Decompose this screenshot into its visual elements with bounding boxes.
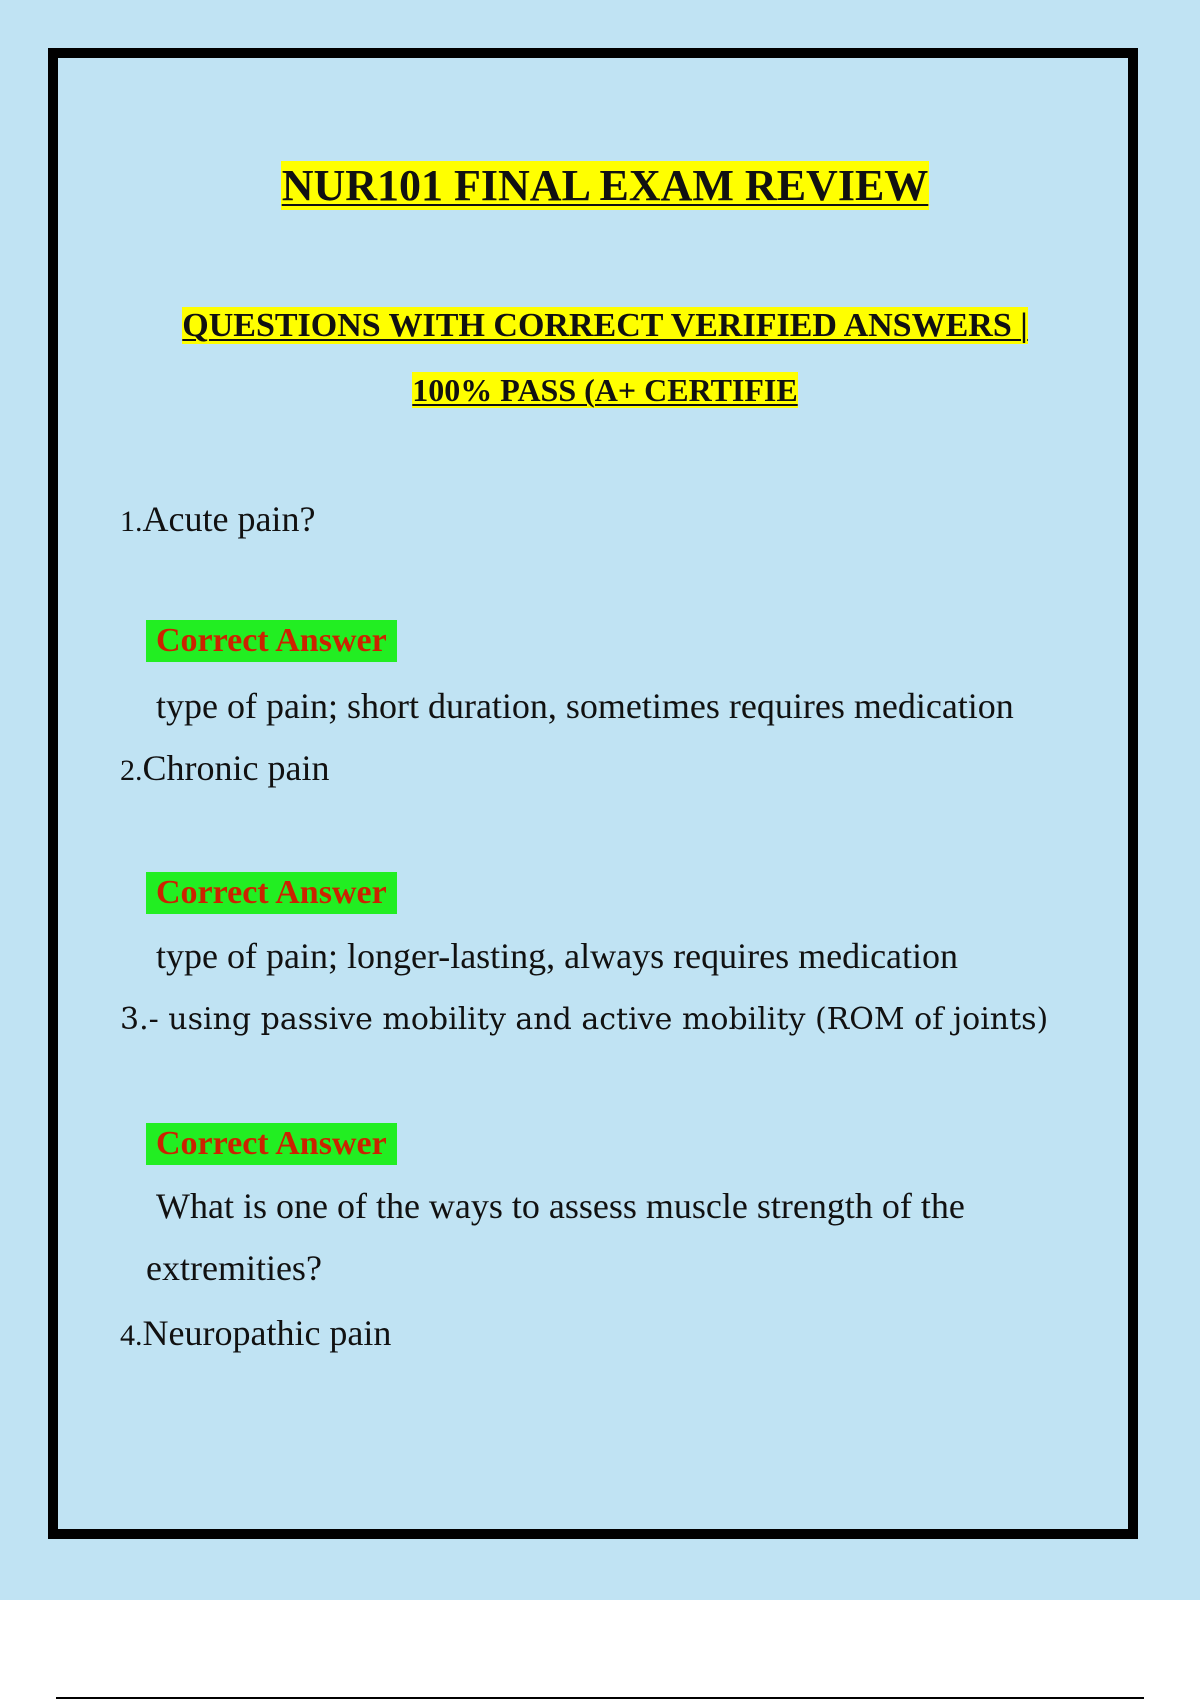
document-subtitle-line2 [0,370,1200,410]
answer-3: What is one of the ways to assess muscle strength of the extremities? [146,1186,965,1288]
document-title-text: NUR101 FINAL EXAM REVIEW [281,161,929,210]
answer-2: type of pain; longer-lasting, always requires medication [156,936,959,976]
question-3 [120,998,1048,1042]
question-number: 2. [120,754,143,787]
question-2 [120,746,329,793]
answer-1: type of pain; short duration, sometimes requires medication [156,686,1014,726]
question-4 [120,1311,391,1358]
document-subtitle-line1 [0,305,1200,347]
question-text: Chronic pain [142,748,330,788]
subtitle-line2-text: 100% PASS (A+ CERTIFIE [412,372,798,408]
document-title [0,160,1200,212]
question-number: 4. [120,1319,143,1352]
question-text: Acute pain? [142,499,316,539]
footer-divider [56,1697,1144,1699]
question-number: 1. [120,505,143,538]
question-1 [120,497,315,544]
correct-answer-badge-2: Correct Answer [146,872,397,914]
question-number: 3. [120,1002,149,1037]
subtitle-line1-text: QUESTIONS WITH CORRECT VERIFIED ANSWERS | [182,307,1028,344]
question-text: - using passive mobility and active mobility (ROM of joints) [148,1002,1049,1037]
correct-answer-badge-1: Correct Answer [146,620,397,662]
correct-answer-badge-3: Correct Answer [146,1123,397,1165]
question-text: Neuropathic pain [142,1313,392,1353]
